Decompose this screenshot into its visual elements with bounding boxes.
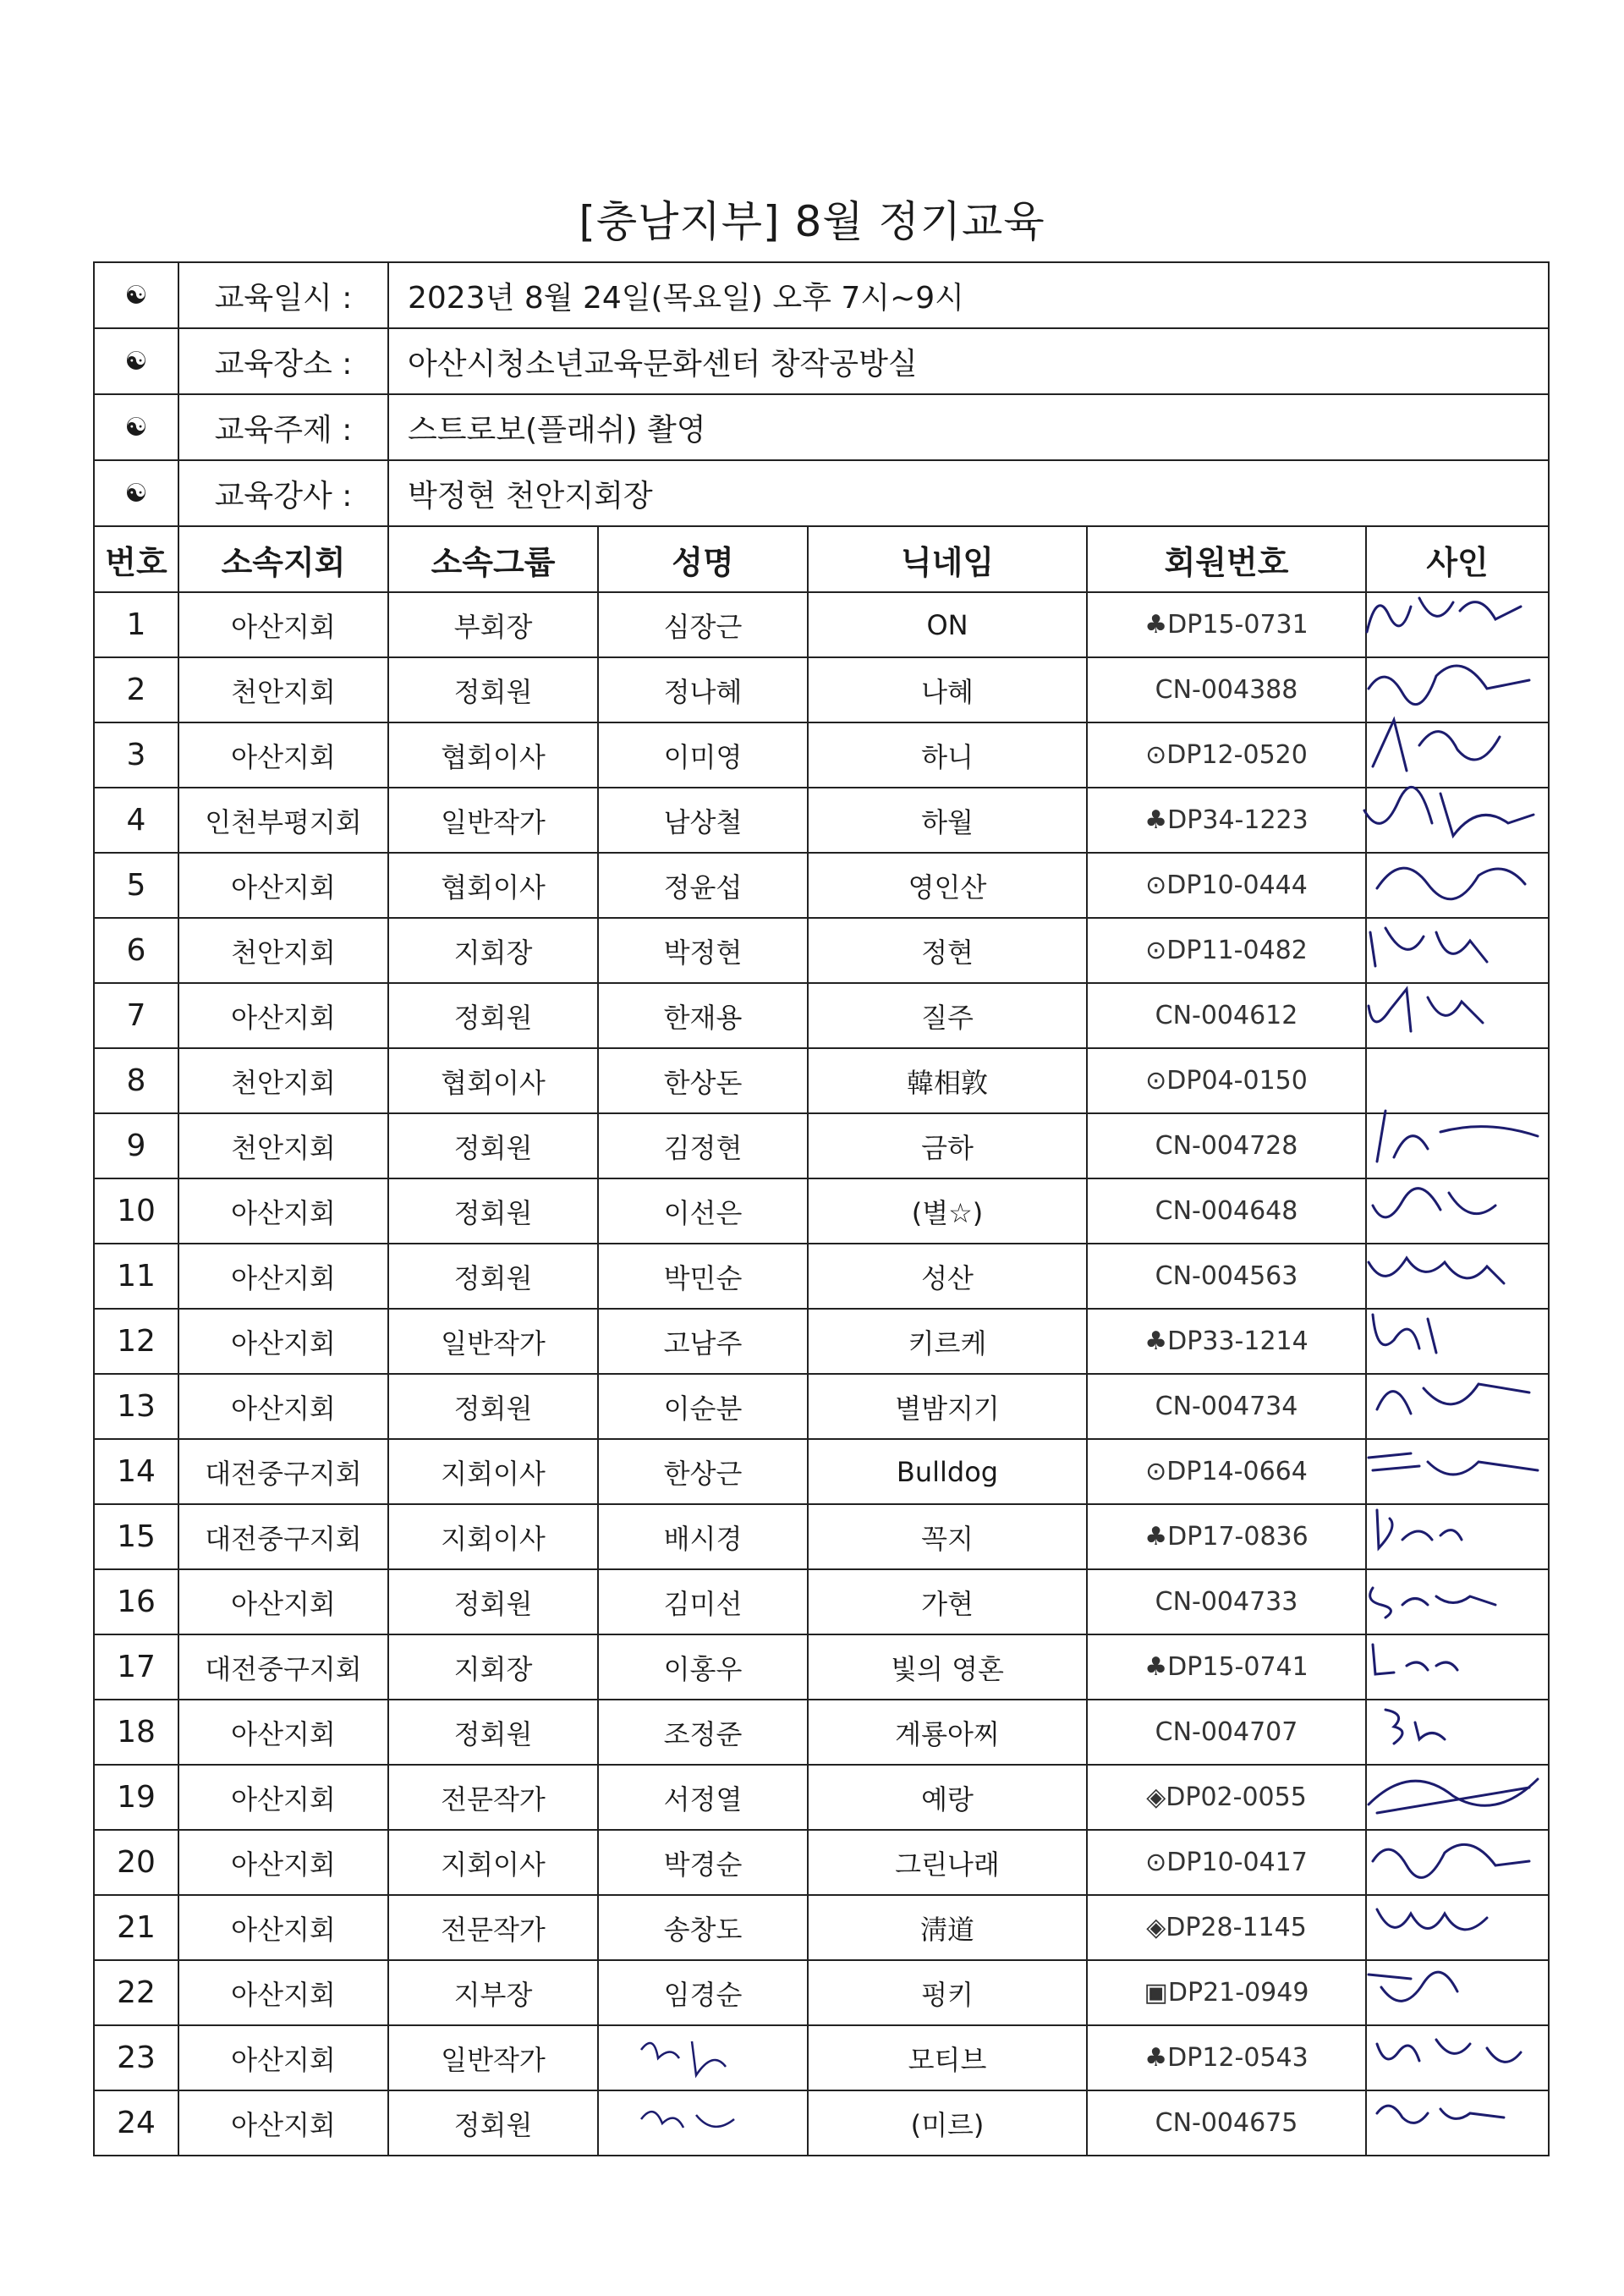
branch-cell: 대전중구지회 [178,1634,388,1700]
branch-cell: 아산지회 [178,1244,388,1309]
member-number-cell: CN-004388 [1087,657,1366,722]
table-row [94,1895,1549,1960]
branch-cell: 아산지회 [178,1309,388,1374]
member-number-cell: ◈DP02-0055 [1087,1765,1366,1830]
row-number: 10 [94,1178,178,1244]
row-number: 24 [94,2090,178,2156]
group-cell: 지회이사 [388,1504,598,1569]
member-number-cell: ♣DP33-1214 [1087,1309,1366,1374]
nickname-cell: 성산 [808,1244,1087,1309]
row-number: 21 [94,1895,178,1960]
table-row [94,1960,1549,2025]
info-value: 2023년 8월 24일(목요일) 오후 7시~9시 [388,262,1549,328]
row-number: 15 [94,1504,178,1569]
nickname-cell: 빛의 영혼 [808,1634,1087,1700]
row-number: 5 [94,853,178,918]
table-row [94,1244,1549,1309]
group-cell: 일반작가 [388,1309,598,1374]
name-cell: 김정현 [598,1113,808,1178]
row-number: 7 [94,983,178,1048]
branch-cell: 아산지회 [178,1765,388,1830]
row-number: 19 [94,1765,178,1830]
member-number-cell: ⊙DP11-0482 [1087,918,1366,983]
row-number: 6 [94,918,178,983]
branch-cell: 아산지회 [178,1830,388,1895]
name-cell: 서정열 [598,1765,808,1830]
yin-yang-icon: ☯ [94,328,178,394]
nickname-cell: 예랑 [808,1765,1087,1830]
row-number: 8 [94,1048,178,1113]
member-number-cell: CN-004563 [1087,1244,1366,1309]
nickname-cell: 하니 [808,722,1087,788]
nickname-cell: 모티브 [808,2025,1087,2090]
row-number: 11 [94,1244,178,1309]
nickname-cell: 淸道 [808,1895,1087,1960]
name-cell: 조정준 [598,1700,808,1765]
table-row [94,657,1549,722]
name-cell: 박정현 [598,918,808,983]
branch-cell: 천안지회 [178,657,388,722]
branch-cell: 아산지회 [178,1895,388,1960]
branch-cell: 아산지회 [178,722,388,788]
table-row [94,788,1549,853]
table-row [94,1439,1549,1504]
header-row [94,526,1549,592]
name-cell: 남상철 [598,788,808,853]
branch-cell: 아산지회 [178,1178,388,1244]
group-cell: 지부장 [388,1960,598,2025]
nickname-cell: Bulldog [808,1439,1087,1504]
table-row [94,1504,1549,1569]
branch-cell: 아산지회 [178,592,388,657]
name-cell: 배시경 [598,1504,808,1569]
group-cell: 정회원 [388,1113,598,1178]
info-row [94,394,1549,460]
group-cell: 정회원 [388,2090,598,2156]
name-cell: 정윤섭 [598,853,808,918]
signature-scribble [1360,972,1555,1057]
branch-cell: 대전중구지회 [178,1439,388,1504]
row-number: 1 [94,592,178,657]
branch-cell: 아산지회 [178,2025,388,2090]
member-number-cell: ♣DP34-1223 [1087,788,1366,853]
nickname-cell: 韓相敦 [808,1048,1087,1113]
name-cell: 고남주 [598,1309,808,1374]
table-row [94,1374,1549,1439]
page-title: [충남지부] 8월 정기교육 [579,197,1045,246]
member-number-cell: ⊙DP04-0150 [1087,1048,1366,1113]
table-row [94,2090,1549,2156]
name-cell: 박경순 [598,1830,808,1895]
name-cell: 이미영 [598,722,808,788]
member-number-cell: CN-004728 [1087,1113,1366,1178]
row-number: 18 [94,1700,178,1765]
nickname-cell: 하월 [808,788,1087,853]
table-row [94,2025,1549,2090]
name-cell: 송창도 [598,1895,808,1960]
group-cell: 전문작가 [388,1895,598,1960]
nickname-cell: 키르케 [808,1309,1087,1374]
nickname-cell: 펑키 [808,1960,1087,2025]
nickname-cell: 꼭지 [808,1504,1087,1569]
branch-cell: 아산지회 [178,1700,388,1765]
group-cell: 정회원 [388,1244,598,1309]
info-value: 박정현 천안지회장 [388,460,1549,526]
row-number: 3 [94,722,178,788]
nickname-cell: 나혜 [808,657,1087,722]
nickname-cell: 금하 [808,1113,1087,1178]
info-label: 교육장소 : [178,328,388,394]
nickname-cell: 정현 [808,918,1087,983]
group-cell: 지회장 [388,918,598,983]
table-row [94,1700,1549,1765]
member-number-cell: CN-004612 [1087,983,1366,1048]
group-cell: 협회이사 [388,1048,598,1113]
member-number-cell: ▣DP21-0949 [1087,1960,1366,2025]
header-branch: 소속지회 [178,526,388,592]
member-number-cell: CN-004707 [1087,1700,1366,1765]
name-cell: 김미선 [598,1569,808,1634]
branch-cell: 천안지회 [178,1048,388,1113]
info-label: 교육일시 : [178,262,388,328]
row-number: 4 [94,788,178,853]
name-cell: 이홍우 [598,1634,808,1700]
branch-cell: 아산지회 [178,983,388,1048]
table-row [94,1569,1549,1634]
group-cell: 정회원 [388,1374,598,1439]
nickname-cell: 가현 [808,1569,1087,1634]
info-value: 아산시청소년교육문화센터 창작공방실 [388,328,1549,394]
table-row [94,1113,1549,1178]
member-number-cell: ⊙DP10-0444 [1087,853,1366,918]
table-row [94,853,1549,918]
name-cell: 이순분 [598,1374,808,1439]
member-number-cell: ♣DP15-0731 [1087,592,1366,657]
branch-cell: 아산지회 [178,2090,388,2156]
branch-cell: 아산지회 [178,1374,388,1439]
info-row [94,460,1549,526]
member-number-cell: ⊙DP14-0664 [1087,1439,1366,1504]
group-cell: 지회이사 [388,1830,598,1895]
nickname-cell: ON [808,592,1087,657]
branch-cell: 대전중구지회 [178,1504,388,1569]
table-row [94,1830,1549,1895]
row-number: 22 [94,1960,178,2025]
group-cell: 협회이사 [388,853,598,918]
branch-cell: 천안지회 [178,1113,388,1178]
info-label: 교육강사 : [178,460,388,526]
signature-scribble [1360,2079,1555,2164]
row-number: 16 [94,1569,178,1634]
name-cell: 임경순 [598,1960,808,2025]
group-cell: 일반작가 [388,788,598,853]
member-number-cell: CN-004733 [1087,1569,1366,1634]
group-cell: 정회원 [388,983,598,1048]
table-row [94,592,1549,657]
signature-cell [1366,2090,1549,2156]
branch-cell: 아산지회 [178,1960,388,2025]
name-cell [598,2025,808,2090]
row-number: 23 [94,2025,178,2090]
member-number-cell: CN-004734 [1087,1374,1366,1439]
info-value: 스트로보(플래쉬) 촬영 [388,394,1549,460]
name-cell: 정나혜 [598,657,808,722]
row-number: 9 [94,1113,178,1178]
group-cell: 전문작가 [388,1765,598,1830]
handwritten-name [633,2090,768,2149]
name-cell: 한재용 [598,983,808,1048]
nickname-cell: 영인산 [808,853,1087,918]
member-number-cell: ♣DP15-0741 [1087,1634,1366,1700]
yin-yang-icon: ☯ [94,460,178,526]
table-row [94,1178,1549,1244]
group-cell: 일반작가 [388,2025,598,2090]
row-number: 13 [94,1374,178,1439]
group-cell: 협회이사 [388,722,598,788]
group-cell: 정회원 [388,657,598,722]
row-number: 20 [94,1830,178,1895]
table-row [94,722,1549,788]
yin-yang-icon: ☯ [94,394,178,460]
nickname-cell: 그린나래 [808,1830,1087,1895]
table-row [94,1765,1549,1830]
name-cell [598,2090,808,2156]
info-row [94,328,1549,394]
branch-cell: 인천부평지회 [178,788,388,853]
nickname-cell: 계룡아찌 [808,1700,1087,1765]
name-cell: 한상돈 [598,1048,808,1113]
header-member-no: 회원번호 [1087,526,1366,592]
row-number: 12 [94,1309,178,1374]
table-row [94,1048,1549,1113]
member-number-cell: CN-004675 [1087,2090,1366,2156]
nickname-cell: (미르) [808,2090,1087,2156]
nickname-cell: 질주 [808,983,1087,1048]
signature-cell [1366,983,1549,1048]
member-number-cell: CN-004648 [1087,1178,1366,1244]
member-number-cell: ◈DP28-1145 [1087,1895,1366,1960]
attendance-table [93,261,1550,2156]
row-number: 2 [94,657,178,722]
table-row [94,1309,1549,1374]
header-name: 성명 [598,526,808,592]
row-number: 17 [94,1634,178,1700]
nickname-cell: 별밤지기 [808,1374,1087,1439]
nickname-cell: (별☆) [808,1178,1087,1244]
name-cell: 박민순 [598,1244,808,1309]
branch-cell: 아산지회 [178,853,388,918]
name-cell: 이선은 [598,1178,808,1244]
name-cell: 심장근 [598,592,808,657]
info-label: 교육주제 : [178,394,388,460]
group-cell: 부회장 [388,592,598,657]
branch-cell: 천안지회 [178,918,388,983]
branch-cell: 아산지회 [178,1569,388,1634]
member-number-cell: ⊙DP10-0417 [1087,1830,1366,1895]
member-number-cell: ♣DP17-0836 [1087,1504,1366,1569]
table-row [94,1634,1549,1700]
name-cell: 한상근 [598,1439,808,1504]
group-cell: 정회원 [388,1569,598,1634]
handwritten-name [633,2024,768,2084]
group-cell: 지회이사 [388,1439,598,1504]
info-row [94,262,1549,328]
group-cell: 지회장 [388,1634,598,1700]
group-cell: 정회원 [388,1700,598,1765]
group-cell: 정회원 [388,1178,598,1244]
yin-yang-icon: ☯ [94,262,178,328]
table-row [94,983,1549,1048]
header-nickname: 닉네임 [808,526,1087,592]
header-group: 소속그룹 [388,526,598,592]
member-number-cell: ♣DP12-0543 [1087,2025,1366,2090]
header-signature: 사인 [1366,526,1549,592]
row-number: 14 [94,1439,178,1504]
header-num: 번호 [94,526,178,592]
member-number-cell: ⊙DP12-0520 [1087,722,1366,788]
table-row [94,918,1549,983]
